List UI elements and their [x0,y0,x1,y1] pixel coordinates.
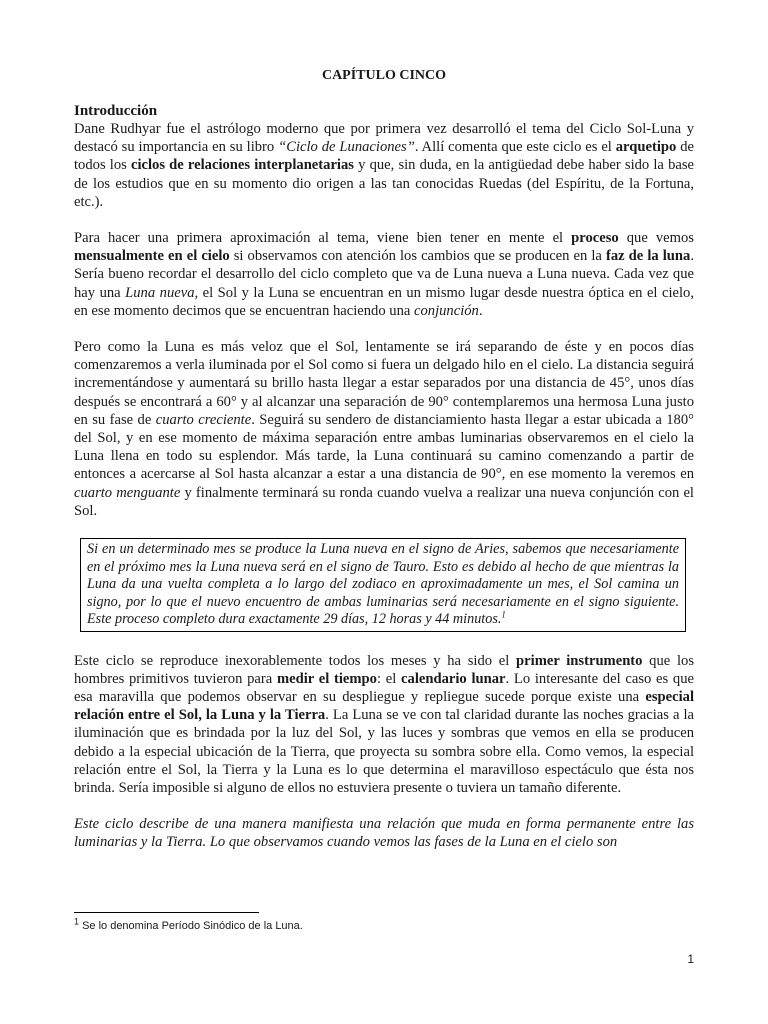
boxed-note [80,538,686,632]
bold-text: proceso [571,230,619,247]
italic-text: Este ciclo describe de una manera manifiesta una relación que muda en forma permanente entre las luminarias y la Tierra. Lo que observamos cuando vemos las fases de la Luna en el cielo son [74,816,694,851]
paragraph [74,229,694,320]
text-run: y que, sin duda, en la antigüedad debe haber sido la base de los estudios que en su momento dio origen a las tan conocidas Ruedas (del Espíritu, de la Fortuna, etc.). [74,157,694,210]
text-run: y finalmente terminará su ronda cuando vuelva a realizar una nueva conjunción con el Sol. [74,484,694,519]
paragraph [74,120,694,211]
bold-text: arquetipo [615,139,677,156]
italic-text: cuarto menguante [74,484,181,501]
text-run: . Sería bueno recordar el desarrollo del ciclo completo que va de Luna nueva a Luna nueva. Cada vez que hay una [74,248,694,301]
italic-text: “Ciclo de Lunaciones” [278,139,415,156]
text-run: . Lo interesante del caso es que esa maravilla que podemos observar en su despliegue y repliegue sucede porque existe una [74,670,695,705]
text-run: que vemos [618,230,694,247]
text-run: de todos los [74,139,694,174]
paragraph [74,815,694,851]
text-run: Este ciclo se reproduce inexorablemente todos los meses y ha sido el [74,652,517,669]
footnote-marker: 1 [74,916,80,927]
bold-text: faz de la luna [605,248,691,265]
footnote-ref: 1 [501,609,506,620]
bold-text: ciclos de relaciones interplanetarias [130,157,354,174]
text-run: . Allí comenta que este ciclo es el [414,139,616,156]
text-run: Si en un determinado mes se produce la Luna nueva en el signo de Aries, sabemos que necesariamente en el próximo mes la Luna nueva será en el signo de Tauro. Esto es debido al hecho de que mientras la Luna da una vuelta completa a lo largo del zodiaco en aproximadamente un mes, el Sol camina un signo, por lo que el nuevo encuentro de ambas luminarias será necesariamente en el signo siguiente. Este proceso completo dura exactamente 29 días, 12 horas y 44 minutos. [87,541,679,628]
footnote [74,916,303,932]
text-run: . [478,302,483,319]
bold-text: primer instrumento [516,652,643,669]
footnote-text: Se lo denomina Período Sinódico de la Luna. [79,920,303,932]
chapter-title: CAPÍTULO CINCO [321,68,447,83]
bold-text: calendario lunar [401,670,506,687]
bold-text: especial relación entre el Sol, la Luna y la Tierra [74,688,694,724]
page-body [74,60,694,870]
section-heading: Introducción [74,103,158,119]
italic-text: Luna nueva, [125,284,199,301]
text-run: . La Luna se ve con tal claridad durante las noches gracias a la iluminación que es brindada por la luz del Sol, y las luces y sombras que vemos en ella se producen debido a la especial ubicación de la Tierra, que proyecta su sombra sobre ella. Como vemos, la especial relación entre el Sol, la Tierra y la Luna es lo que determina el maravilloso espectáculo que ésta nos brinda. Sería imposible si alguno de ellos no estuviera presente o tuviera un tamaño diferente. [74,707,694,796]
footnote-divider [74,912,259,913]
text-run: Pero como la Luna es más veloz que el Sol, lentamente se irá separando de éste y en pocos días comenzaremos a verla iluminada por el Sol como si fuera un delgado hilo en el cielo. La distancia seguirá incrementándose y aumentará su brillo hasta llegar a estar separados por una distancia de 45°, unos días después se encontrará a 60° y al alcanzar una separación de 90° contemplaremos una hermosa Luna justo en su fase de [74,339,694,428]
text-run: Para hacer una primera aproximación al tema, viene bien tener en mente el [74,230,572,247]
page-number: 1 [687,952,694,966]
text-run: Dane Rudhyar fue el astrólogo moderno que por primera vez desarrolló el tema del Ciclo Sol-Luna y destacó su importancia en su libro [74,121,694,156]
text-run: si observamos con atención los cambios que se producen en la [229,248,606,265]
text-run: : el [376,670,402,687]
bold-text: medir el tiempo [276,670,377,687]
italic-text: cuarto creciente [155,411,252,428]
italic-text: conjunción [414,302,479,319]
paragraph [74,652,694,798]
bold-text: mensualmente en el cielo [74,248,230,265]
text-run: el Sol y la Luna se encuentran en un mismo lugar desde nuestra óptica en el cielo, en ese momento decimos que se encuentran haciendo una [74,284,694,319]
paragraph [74,338,694,520]
text-run: . Seguirá su sendero de distanciamiento hasta llegar a estar ubicada a 180° del Sol, y en ese momento de máxima separación entre ambas luminarias observaremos en el cielo la Luna llena en todo su esplendor. Más tarde, la Luna continuará su camino comenzando a partir de entonces a acercarse al Sol hasta alcanzar a estar a una distancia de 90°, en ese momento la veremos en [74,411,694,483]
text-run: que los hombres primitivos tuvieron para [74,652,694,687]
